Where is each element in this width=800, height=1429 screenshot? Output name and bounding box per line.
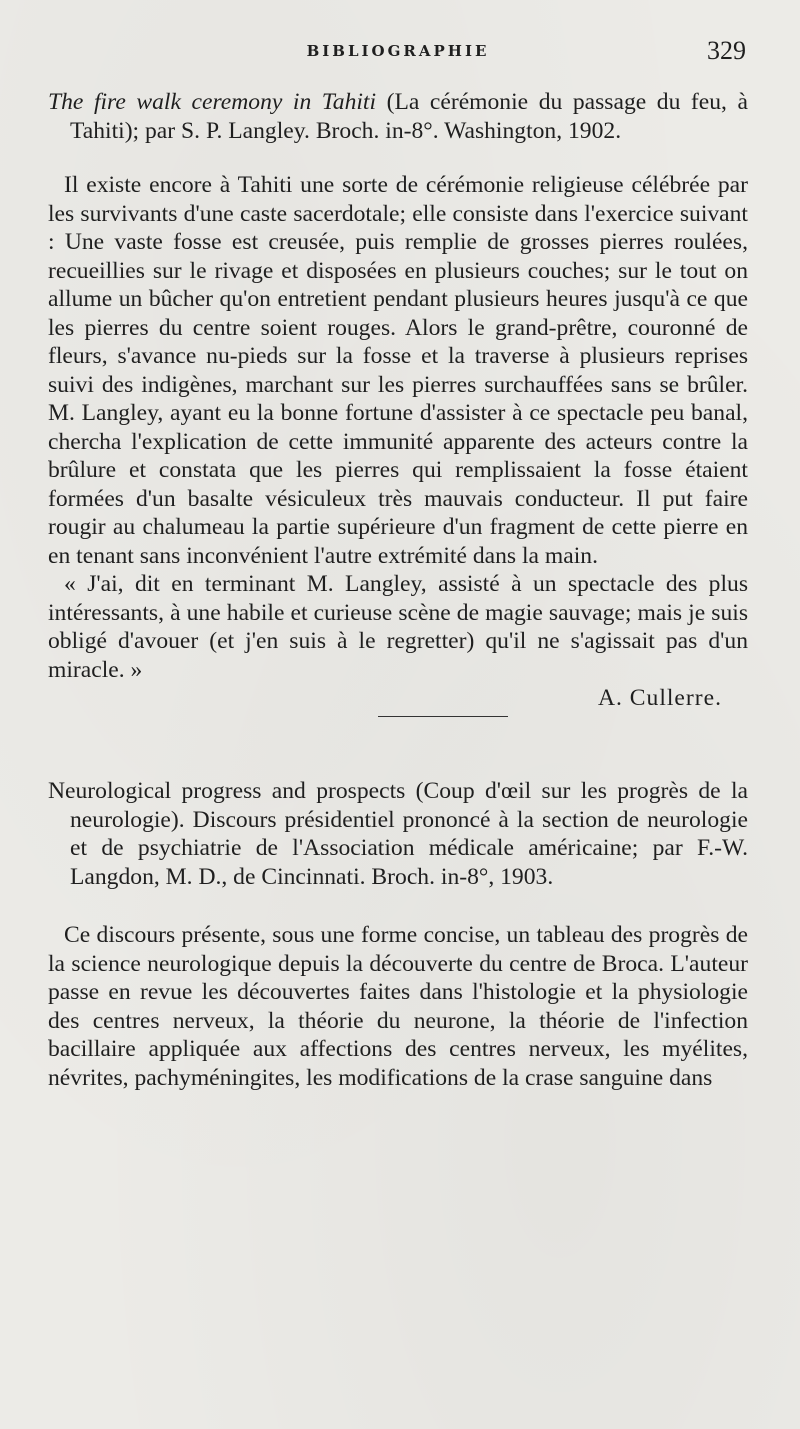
entry-title-2: Neurological progress and prospects <box>48 778 406 804</box>
page-number: 329 <box>707 36 746 65</box>
entry-citation-1 <box>48 88 748 145</box>
entry-title-1: The fire walk ceremony in Tahiti <box>48 89 377 115</box>
reviewer-signature: A. Cullerre. <box>597 685 722 711</box>
spacer <box>48 891 748 921</box>
entry-citation-2 <box>48 777 748 891</box>
spacer <box>48 717 748 747</box>
spacer <box>48 747 748 777</box>
body-paragraph: Ce discours présente, sous une forme concise, un tableau des progrès de la science neurologique depuis la découverte du centre de Broca. L'auteur passe en revue les découvertes faites dans l'histologie et la physiologie des centres nerveux, la théorie du neurone, la théorie de l'infection bacillaire appliquée aux affections des centres nerveux, les myélites, névrites, pachyméningites, les modifications de la crase sanguine dans <box>48 922 748 1091</box>
running-head <box>48 28 748 76</box>
body-paragraph: « J'ai, dit en terminant M. Langley, assisté à un spectacle des plus intéressants, à une habile et curieuse scène de magie sauvage; mais je suis obligé d'avouer (et j'en suis à le regretter) qu'il ne s'agissait pas d'un miracle. » <box>48 571 748 683</box>
entry-citation-text-1: (La cérémonie du passage du feu, à Tahiti); par S. P. Langley. Broch. in-8°. Washington, 1902. <box>70 89 748 144</box>
running-title: BIBLIOGRAPHIE <box>306 42 490 60</box>
body-paragraph: Il existe encore à Tahiti une sorte de cérémonie religieuse célébrée par les survivants d'une caste sacerdotale; elle consiste dans l'exercice suivant : Une vaste fosse est creusée, puis remplie de grosses pierres roulées, recueillies sur le rivage et disposées en plusieurs couches; sur le tout on allume un bûcher qu'on entretient pendant plusieurs heures jusqu'à ce que les pierres du centre soient rouges. Alors le grand-prêtre, couronné de fleurs, s'avance nu-pieds sur la fosse et la traverse à plusieurs reprises suivi des indigènes, marchant sur les pierres surchauffées sans se brûler. M. Langley, ayant eu la bonne fortune d'assister à ce spectacle peu banal, chercha l'explication de cette immunité apparente des acteurs contre la brûlure et constata que les pierres qui remplissaient la fosse étaient formées d'un basalte vésiculeux très mauvais conducteur. Il put faire rougir au chalumeau la partie supérieure d'un fragment de cette pierre en en tenant sans inconvénient l'autre extrémité dans la main. <box>48 172 748 569</box>
entry-citation-text-2: (Coup d'œil sur les progrès de la neurologie). Discours présidentiel prononcé à la section de neurologie et de psychiatrie de l'Association médicale américaine; par F.-W. Langdon, M. D., de Cincinnati. Broch. in-8°, 1903. <box>70 778 748 890</box>
spacer <box>48 145 748 171</box>
